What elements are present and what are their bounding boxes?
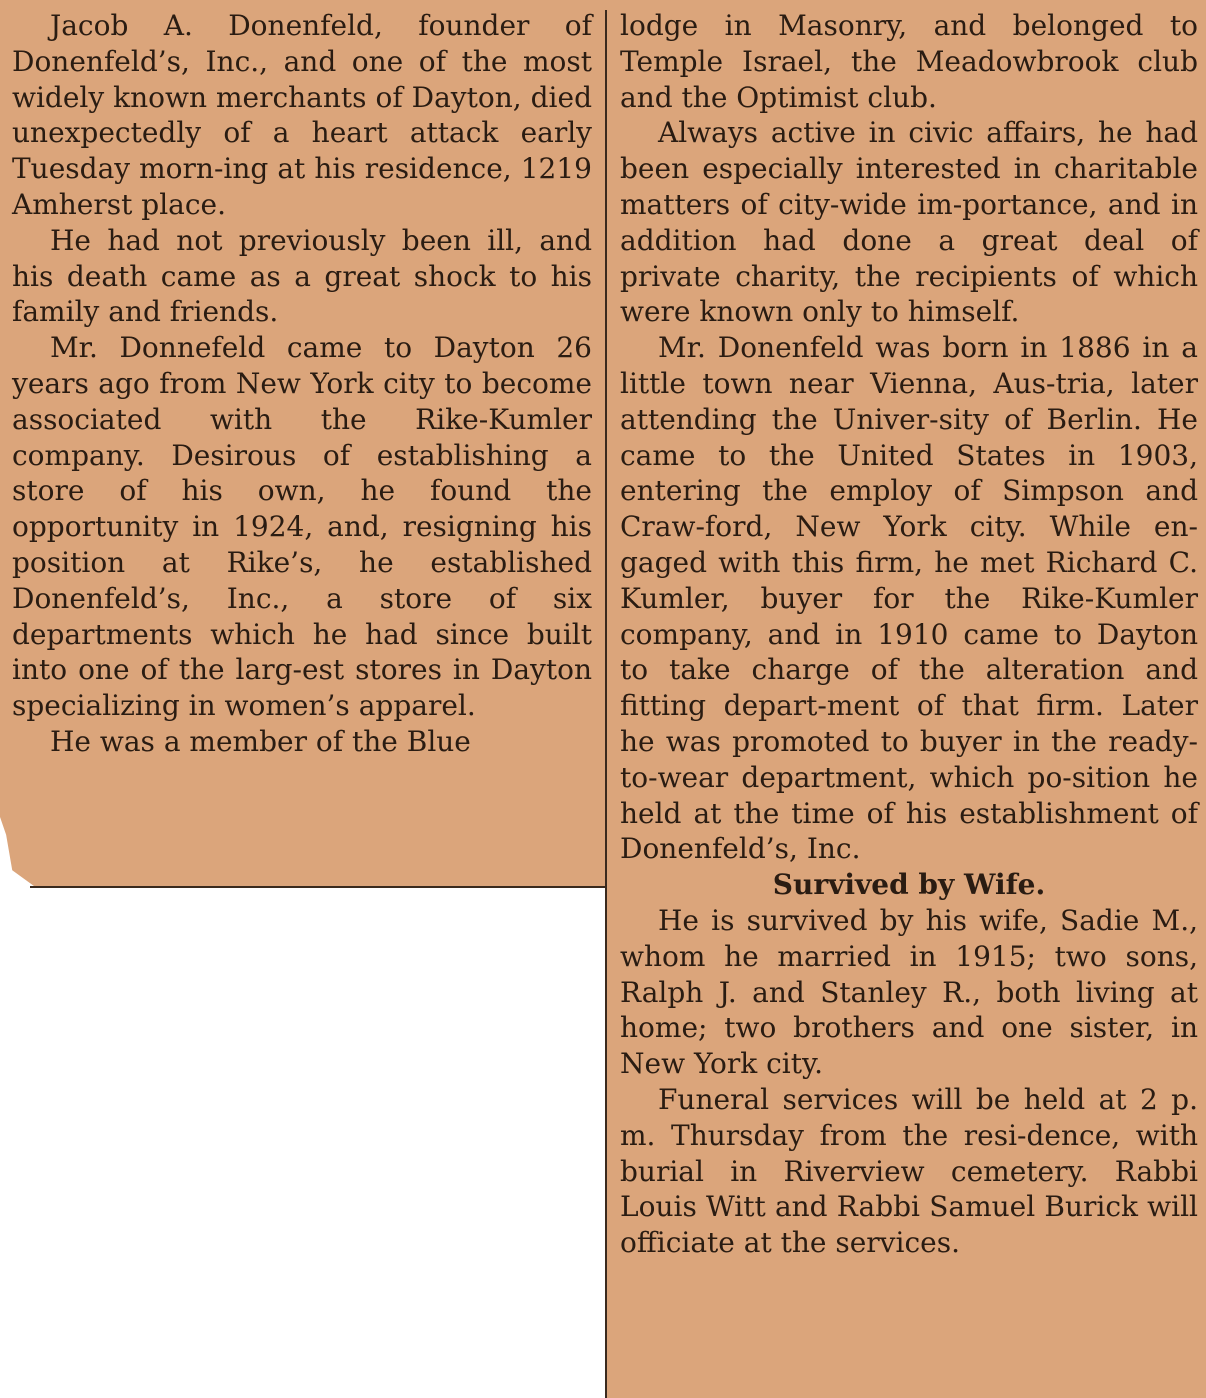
paragraph-shock: He had not previously been ill, and his death came as a great shock to his family and friends. <box>12 223 592 329</box>
bottom-rule <box>30 886 606 888</box>
column-rule <box>605 10 607 1398</box>
paragraph-biography: Mr. Donenfeld was born in 1886 in a little town near Vienna, Aus-tria, later attending the Univer-sity of Berlin. He came to the United States in 1903, entering the employ of Simpson and Craw-ford, New York city. While en-gaged with this firm, he met Richard C. Kumler, buyer for the Rike-Kumler company, and in 1910 came to Dayton to take charge of the alteration and fitting depart-ment of that firm. Later he was promoted to buyer in the ready-to-wear department, which po-sition he held at the time of his establishment of Donenfeld’s, Inc. <box>620 331 1198 866</box>
paragraph-funeral: Funeral services will be held at 2 p. m. Thursday from the resi-dence, with burial in Riverview cemetery. Rabbi Louis Witt and Rabbi Samuel Burick will officiate at the services. <box>620 1082 1198 1260</box>
paragraph-career: Mr. Donnefeld came to Dayton 26 years ago from New York city to become associated with the Rike-Kumler company. Desirous of establishing a store of his own, he found the opportunity in 1924, and, resigning his position at Rike’s, he established Donenfeld’s, Inc., a store of six departments which he had since built into one of the larg-est stores in Dayton specializing in women’s apparel. <box>12 331 592 723</box>
paragraph-civic: Always active in civic affairs, he had been especially interested in charitable matters of city-wide im-portance, and in addition had done a great deal of private charity, the recipients of which were known only to himself. <box>620 116 1198 329</box>
paragraph-membership-start: He was a member of the Blue <box>50 724 471 758</box>
left-column <box>12 8 592 760</box>
subheading-survived: Survived by Wife. <box>772 868 1046 902</box>
right-column <box>620 8 1198 1261</box>
paragraph-announcement: Jacob A. Donenfeld, founder of Donenfeld’s, Inc., and one of the most widely known merchants of Dayton, died unexpectedly of a heart attack early Tuesday morn-ing at his residence, 1219 Amherst place. <box>12 9 592 221</box>
paragraph-membership-cont: lodge in Masonry, and belonged to Temple Israel, the Meadowbrook club and the Optimist club. <box>620 9 1198 114</box>
paragraph-survivors: He is survived by his wife, Sadie M., whom he married in 1915; two sons, Ralph J. and Stanley R., both living at home; two brothers and one sister, in New York city. <box>620 903 1198 1081</box>
